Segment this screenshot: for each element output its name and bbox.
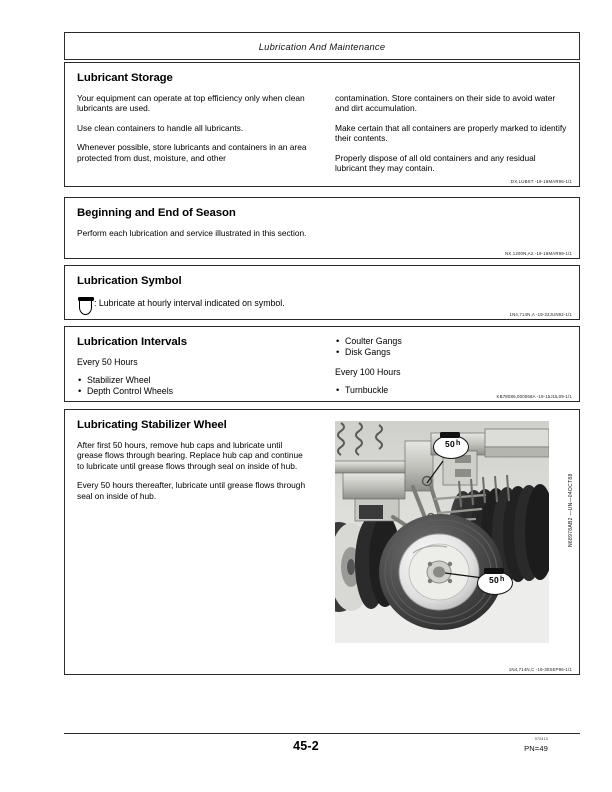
reference-code: 1N4,714N,A -19-22JUN92-1/1 xyxy=(509,312,572,317)
figure-stabilizer-wheel xyxy=(335,421,574,643)
grease-cup-icon xyxy=(77,296,94,311)
interval-heading-100h: Every 100 Hours xyxy=(335,367,401,378)
reference-code: 1N4,714N,C -19-30SEP96-1/1 xyxy=(508,667,572,672)
column-left xyxy=(77,336,309,406)
paragraph: Properly dispose of all old containers and any residual lubricant they may contain. xyxy=(335,152,536,174)
interval-list-50h-continued xyxy=(335,336,567,358)
paragraph: Make certain that all containers are properly marked to identify their contents. xyxy=(335,122,567,144)
reference-code: NX,1200N,A2 -19-18MAR99-1/1 xyxy=(504,251,572,256)
article-title: Lubricant Storage xyxy=(77,72,173,84)
paragraph: Your equipment can operate at top efficiency only when clean lubricants are used. xyxy=(77,93,305,114)
callout-unit: h xyxy=(500,576,505,583)
footer-pn: PN=49 xyxy=(524,744,548,753)
footer-date-code: 072413 xyxy=(534,737,548,741)
list-item: • Depth Control Wheels xyxy=(77,386,309,397)
article-lubricant-storage xyxy=(64,62,580,187)
paragraph: Use clean containers to handle all lubricants. xyxy=(77,122,244,133)
figure-caption: N68978AB2 —UN—04OCT88 xyxy=(568,473,574,547)
lubrication-symbol-line xyxy=(77,296,567,311)
article-lubrication-intervals xyxy=(64,326,580,402)
article-title: Lubrication Symbol xyxy=(77,275,182,287)
article-title: Beginning and End of Season xyxy=(77,207,236,219)
paragraph: Whenever possible, store lubricants and containers in an area protected from dust, moisture, and other xyxy=(77,142,307,163)
list-item: • Turnbuckle xyxy=(335,385,567,396)
column-right xyxy=(335,93,567,173)
lubrication-symbol-description: : Lubricate at hourly interval indicated on symbol. xyxy=(94,298,285,308)
article-lubricating-stabilizer-wheel xyxy=(64,409,580,675)
column-left xyxy=(77,228,309,238)
footer-divider xyxy=(64,733,580,734)
article-beginning-end-of-season xyxy=(64,197,580,259)
two-column-body xyxy=(77,93,567,173)
interval-list-50h xyxy=(77,375,309,397)
callout-badge-lower xyxy=(477,567,511,593)
paragraph: Perform each lubrication and service illustrated in this section. xyxy=(77,228,307,238)
reference-code: KB78086,000068A -19-15JUL09-1/1 xyxy=(496,394,572,399)
article-lubrication-symbol xyxy=(64,265,580,320)
paragraph: Every 50 hours thereafter, lubricate until grease flows through seal on inside of hub. xyxy=(77,480,306,501)
page-number: 45-2 xyxy=(293,739,319,753)
article-title: Lubrication Intervals xyxy=(77,336,187,348)
article-title: Lubricating Stabilizer Wheel xyxy=(77,419,227,431)
column-left xyxy=(77,93,309,173)
callout-label: 50 xyxy=(488,575,500,585)
column-left xyxy=(77,419,309,501)
running-header-title: Lubrication And Maintenance xyxy=(258,40,386,52)
interval-heading-50h: Every 50 Hours xyxy=(77,357,138,367)
list-item: • Coulter Gangs xyxy=(335,336,567,347)
column-right xyxy=(335,228,567,238)
figure-image xyxy=(335,421,549,643)
running-header xyxy=(64,32,580,60)
callout-badge-upper xyxy=(433,431,467,457)
paragraph: After first 50 hours, remove hub caps and lubricate until grease flows through bearing. Replace hub cap and continue to lubricate until grease flows through seal on inside of hub. xyxy=(77,440,303,471)
callout-unit: h xyxy=(456,440,461,447)
two-column-body xyxy=(77,336,567,406)
list-item: • Stabilizer Wheel xyxy=(77,375,309,386)
list-item: • Disk Gangs xyxy=(335,347,567,358)
callout-label: 50 xyxy=(444,439,456,449)
paragraph: contamination. Store containers on their side to avoid water and dirt accumulation. xyxy=(335,93,556,114)
reference-code: DX,LUBST -19-18MAR96-1/1 xyxy=(510,179,572,184)
two-column-body xyxy=(77,228,567,238)
